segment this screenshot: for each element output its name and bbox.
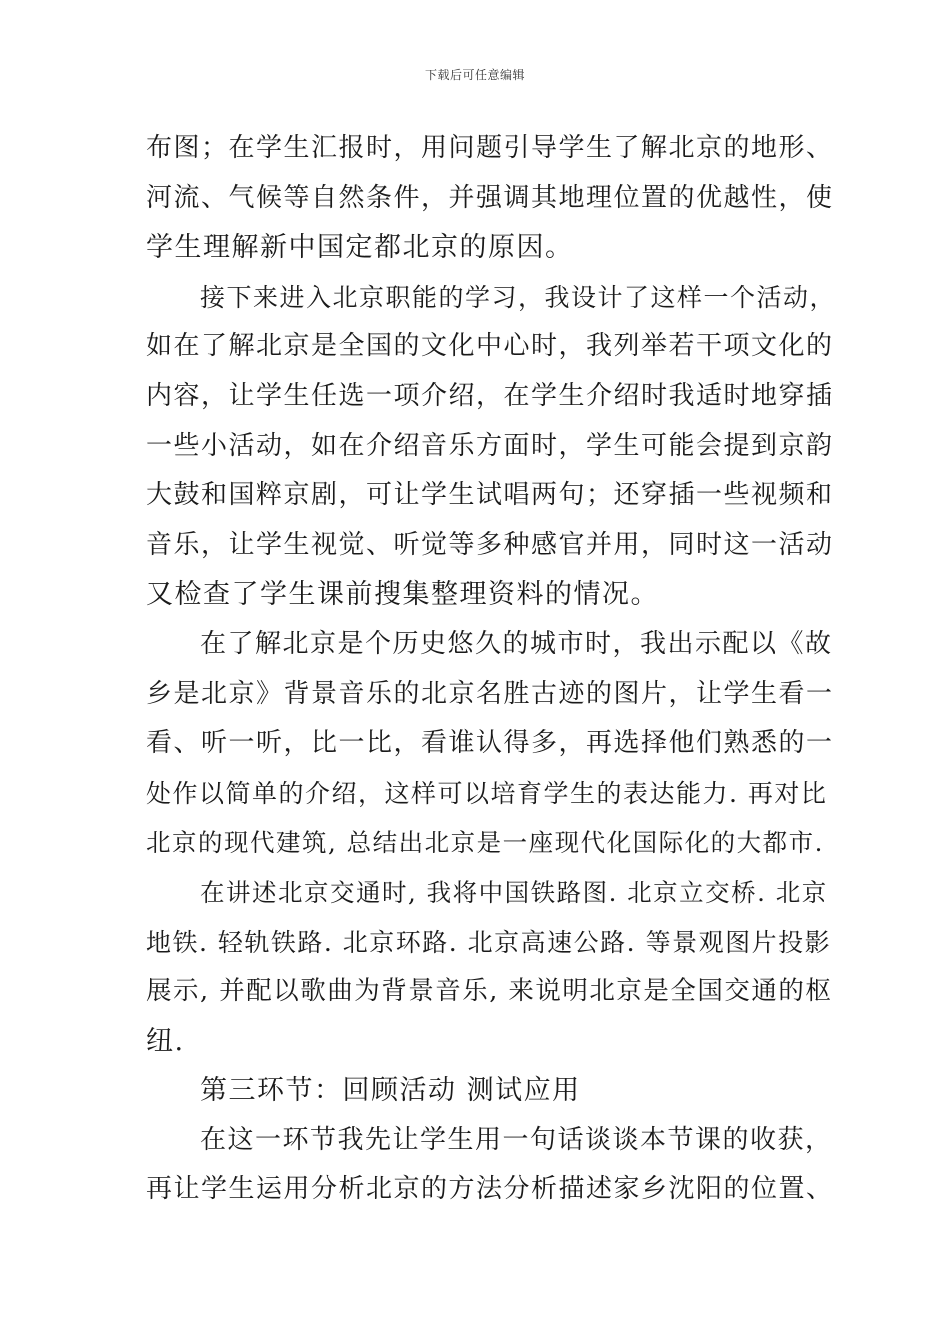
text-line: 第三环节：回顾活动 测试应用 bbox=[200, 1075, 581, 1107]
text-line: 在这一环节我先让学生用一句话谈谈本节课的收获， bbox=[200, 1124, 833, 1155]
text-line: 北京的现代建筑, 总结出北京是一座现代化国际化的大都市. bbox=[146, 828, 824, 858]
text-line: 如在了解北京是全国的文化中心时，我列举若干项文化的 bbox=[146, 331, 834, 362]
text-line: 乡是北京》背景音乐的北京名胜古迹的图片，让学生看一 bbox=[146, 678, 834, 709]
text-line: 一些小活动，如在介绍音乐方面时，学生可能会提到京韵 bbox=[146, 430, 834, 461]
text-line: 内容，让学生任选一项介绍，在学生介绍时我适时地穿插 bbox=[146, 380, 834, 411]
text-line: 在了解北京是个历史悠久的城市时，我出示配以《故 bbox=[200, 628, 833, 659]
text-line: 布图；在学生汇报时，用问题引导学生了解北京的地形、 bbox=[146, 133, 834, 163]
text-line: 再让学生运用分析北京的方法分析描述家乡沈阳的位置、 bbox=[146, 1174, 834, 1205]
document-body bbox=[146, 124, 836, 1215]
text-line: 地铁. 轻轨铁路. 北京环路. 北京高速公路. 等景观图片投影 bbox=[146, 927, 832, 957]
text-line: 在讲述北京交通时, 我将中国铁路图. 北京立交桥. 北京 bbox=[200, 877, 828, 907]
text-line: 接下来进入北京职能的学习，我设计了这样一个活动， bbox=[200, 282, 837, 312]
text-line: 看、听一听，比一比，看谁认得多，再选择他们熟悉的一 bbox=[146, 728, 834, 759]
text-line: 学生理解新中国定都北京的原因。 bbox=[146, 232, 574, 264]
page-header: 下载后可任意编辑 bbox=[424, 68, 525, 82]
text-line: 音乐，让学生视觉、听觉等多种感官并用，同时这一活动 bbox=[146, 529, 834, 560]
text-line: 纽. bbox=[146, 1025, 185, 1057]
text-line: 大鼓和国粹京剧，可让学生试唱两句；还穿插一些视频和 bbox=[146, 480, 834, 511]
text-line: 展示, 并配以歌曲为背景音乐, 来说明北京是全国交通的枢 bbox=[146, 976, 833, 1007]
text-line: 处作以简单的介绍，这样可以培育学生的表达能力. 再对比 bbox=[146, 778, 828, 808]
text-line: 又检查了学生课前搜集整理资料的情况。 bbox=[146, 579, 659, 611]
text-line: 河流、气候等自然条件，并强调其地理位置的优越性，使 bbox=[146, 182, 834, 213]
